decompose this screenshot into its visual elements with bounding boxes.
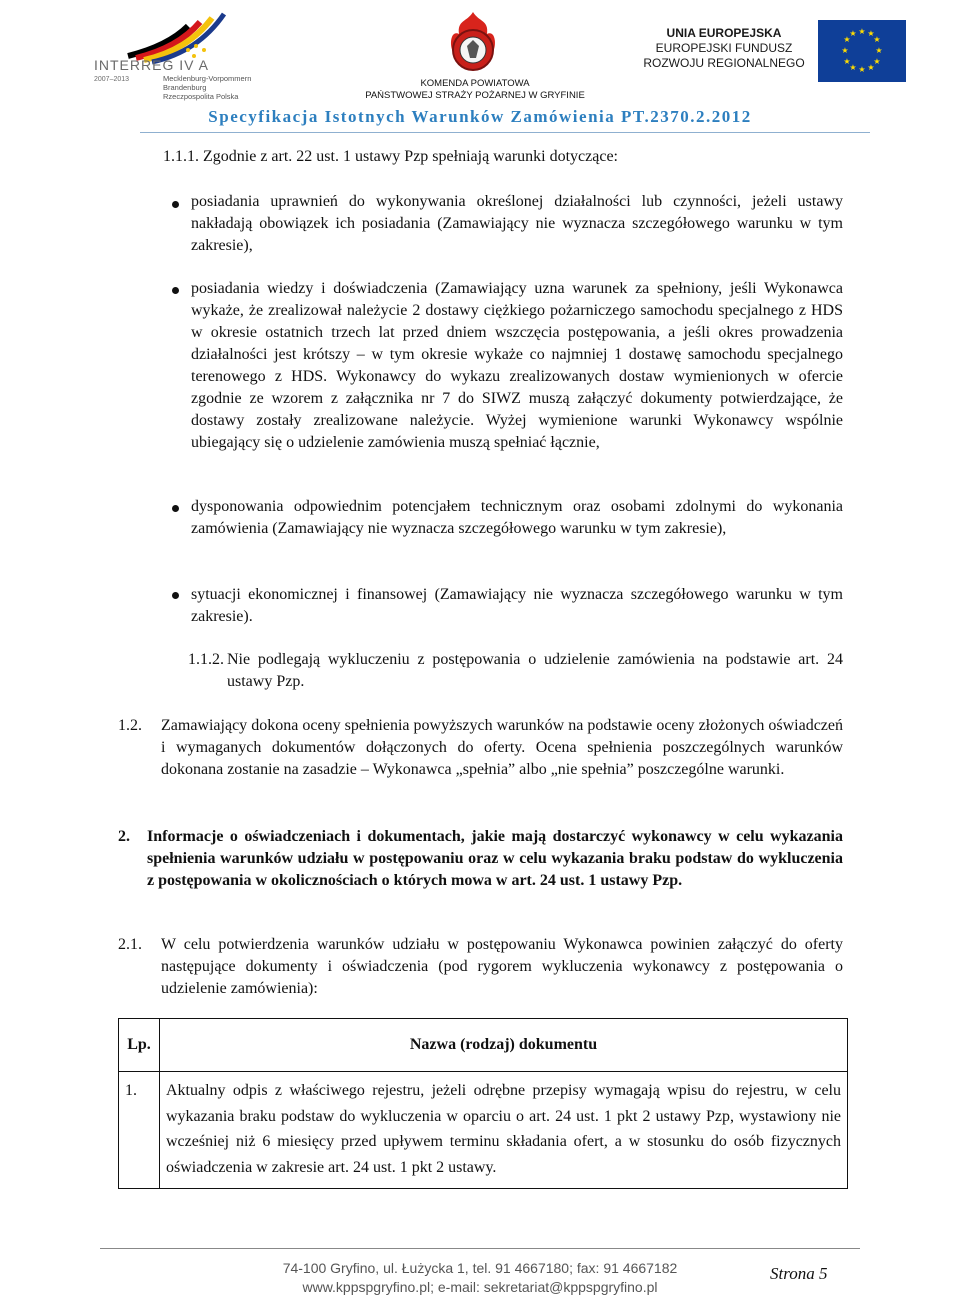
table-header-cell: Nazwa (rodzaj) dokumentu: [160, 1019, 848, 1072]
svg-text:★: ★: [843, 35, 851, 44]
table-row: [119, 1072, 848, 1189]
page-number: Strona 5: [770, 1264, 828, 1283]
bullet-dot: [172, 287, 179, 294]
region-item: Brandenburg: [163, 83, 207, 92]
item-1-1-1: 1.1.1. Zgodnie z art. 22 ust. 1 ustawy Pzp spełniają warunki dotyczące:: [163, 148, 618, 165]
bullet-item: posiadania wiedzy i doświadczenia (Zamawiający uzna warunek za spełniony, jeśli Wykonawca wykaże, że zrealizował należycie 2 dostawy ciężkiego pożarniczego samochodu specjalnego z HDS w okresie ostatnich trzech lat przed dniem wszczęcia postępowania, a jeśli okres prowadzenia działalności jest krótszy – w tym okresie wykaże co najmniej 1 dostawę samochodu specjalnego terenowego z HDS. Wykonawcy do wykazu zrealizowanych dostaw wymienionych w ofercie zgodnie ze wzorem z załącznika nr 7 do SIWZ muszą załączyć dokumenty potwierdzające, że dostawy zostały zrealizowane należycie. Wyżej wymienione warunki Wykonawcy wspólnie ubiegający się o udzielenie zamówienia muszą spełniać łącznie,: [191, 280, 843, 451]
fire-service-emblem: [443, 10, 503, 76]
kp-name-line1: KOMENDA POWIATOWA: [420, 78, 530, 89]
footer-contact: www.kppspgryfino.pl; e-mail: sekretariat@kppspgryfino.pl: [302, 1279, 658, 1295]
interreg-years: 2007–2013: [94, 76, 130, 83]
table-cell-lp: 1.: [119, 1072, 160, 1189]
region-item: Mecklenburg-Vorpommern: [163, 74, 252, 83]
svg-text:★: ★: [849, 29, 857, 38]
bullet-item: sytuacji ekonomicznej i finansowej (Zamawiający nie wyznacza szczegółowego warunku w tym zakresie).: [191, 586, 843, 625]
spec-title: Specyfikacja Istotnych Warunków Zamówienia PT.2370.2.2012: [208, 107, 752, 126]
eu-line1: UNIA EUROPEJSKA: [666, 26, 782, 40]
bullet-dot: [172, 592, 179, 599]
bullet-item: dysponowania odpowiednim potencjałem technicznym oraz osobami zdolnymi do wykonania zamówienia (Zamawiający nie wyznacza szczegółowego warunku w tym zakresie),: [191, 498, 843, 537]
eu-text: [640, 26, 808, 71]
item-2-1-number: 2.1.: [118, 936, 142, 953]
interreg-title: INTERREG IV A: [94, 57, 209, 73]
svg-text:★: ★: [867, 63, 875, 72]
item-2-1-text: W celu potwierdzenia warunków udziału w postępowaniu Wykonawca powinien załączyć do oferty następujące dokumenty i oświadczenia (pod rygorem wykluczenia wykonawcy z postępowania o udzielenie zamówienia):: [161, 936, 843, 997]
bullet-item: posiadania uprawnień do wykonywania określonej działalności lub czynności, jeżeli ustawy nakładają obowiązek ich posiadania (Zamawiający nie wyznacza szczegółowego warunku w tym zakresie),: [191, 193, 843, 254]
table-cell-document: Aktualny odpis z właściwego rejestru, jeżeli odrębne przepisy wymagają wpisu do rejestru, w celu wykazania braku podstaw do wykluczenia w oparciu o art. 24 ust. 1 pkt 2 ustawy Pzp, wystawiony nie wcześniej niż 6 miesięcy przed upływem terminu składania ofert, a w stosunku do osób fizycznych oświadczenia w zakresie art. 24 ust. 1 pkt 2 ustawy.: [160, 1072, 848, 1189]
svg-text:★: ★: [858, 65, 866, 74]
eu-line2: EUROPEJSKI FUNDUSZ: [655, 41, 793, 55]
item-1-1-2-text: Nie podlegają wykluczeniu z postępowania o udzielenie zamówienia na podstawie art. 24 ustawy Pzp.: [227, 651, 843, 690]
svg-text:★: ★: [858, 27, 866, 36]
eu-line3: ROZWOJU REGIONALNEGO: [643, 56, 805, 70]
section-2-number: 2.: [118, 828, 130, 845]
regions-list: [163, 74, 251, 101]
header-divider: [140, 132, 870, 133]
svg-text:★: ★: [875, 46, 883, 55]
documents-table: [118, 1018, 848, 1189]
fire-emblem-icon: [443, 10, 503, 76]
item-1-2-text: Zamawiający dokona oceny spełnienia powyższych warunków na podstawie oceny złożonych oświadczeń i wymaganych dokumentów dołączonych do oferty. Ocena spełnienia poszczególnych warunków dokonana zostanie na zasadzie – Wykonawca „spełnia” albo „nie spełnia” poszczególne warunki.: [161, 717, 843, 778]
item-1-2-number: 1.2.: [118, 717, 142, 734]
footer-address: 74-100 Gryfino, ul. Łużycka 1, tel. 91 4667180; fax: 91 4667182: [282, 1260, 678, 1276]
table-header-row: [119, 1019, 848, 1072]
svg-text:★: ★: [843, 57, 851, 66]
region-item: Rzeczpospolita Polska: [163, 92, 239, 101]
section-2-heading: Informacje o oświadczeniach i dokumentach, jakie mają dostarczyć wykonawcy w celu wykazania spełnienia warunków udziału w postępowaniu oraz w celu wykazania braku podstaw do wykluczenia z postępowania w okolicznościach o których mowa w art. 24 ust. 1 ustawy Pzp.: [147, 828, 843, 889]
bullet-dot: [172, 201, 179, 208]
kp-name-line2: PAŃSTWOWEJ STRAŻY POŻARNEJ W GRYFINIE: [365, 90, 585, 101]
item-1-1-2-number: 1.1.2.: [188, 651, 224, 668]
table-header-cell: Lp.: [119, 1019, 160, 1072]
bullet-dot: [172, 505, 179, 512]
svg-text:★: ★: [841, 46, 849, 55]
svg-text:★: ★: [867, 29, 875, 38]
eu-flag: [818, 20, 906, 82]
svg-text:★: ★: [873, 35, 881, 44]
svg-text:★: ★: [849, 63, 857, 72]
footer-divider: [100, 1248, 860, 1249]
eu-stars-icon: [818, 20, 906, 82]
svg-text:★: ★: [873, 57, 881, 66]
